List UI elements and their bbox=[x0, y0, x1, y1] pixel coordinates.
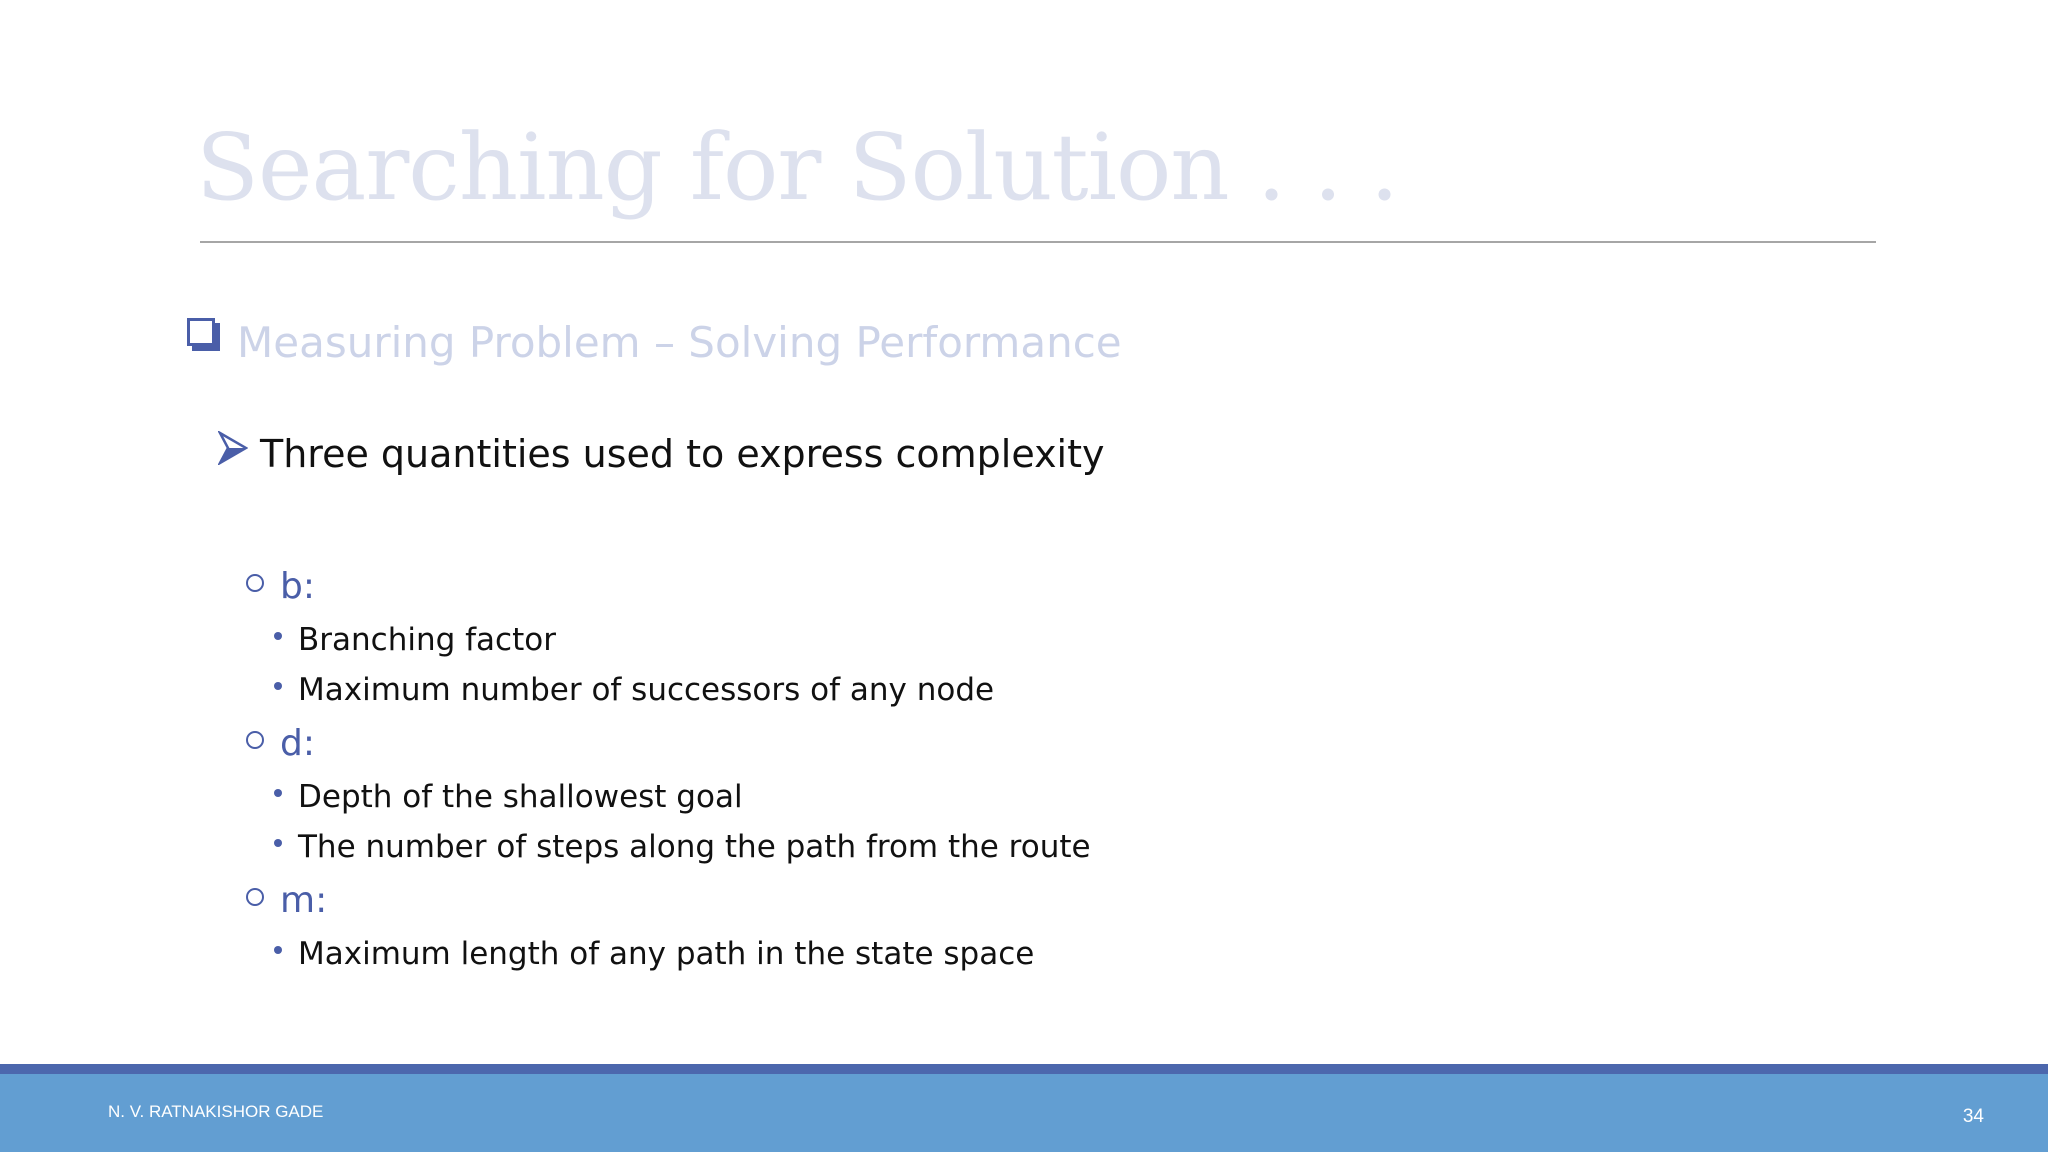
quantity-detail-text: Maximum number of successors of any node bbox=[298, 672, 995, 708]
dot-bullet-icon bbox=[274, 789, 282, 797]
quantity-item-b bbox=[246, 566, 315, 607]
quantity-label: m: bbox=[280, 880, 328, 921]
quantity-detail bbox=[274, 829, 1091, 865]
page-number: 34 bbox=[1962, 1106, 1984, 1127]
arrow-bullet-icon bbox=[218, 431, 248, 465]
footer-author: N. V. RATNAKISHOR GADE bbox=[108, 1102, 324, 1121]
dot-bullet-icon bbox=[274, 632, 282, 640]
quantity-detail-text: Maximum length of any path in the state space bbox=[298, 936, 1035, 972]
dot-bullet-icon bbox=[274, 839, 282, 847]
circle-bullet-icon bbox=[246, 888, 264, 906]
quantity-detail-text: The number of steps along the path from the route bbox=[298, 829, 1091, 865]
section-heading bbox=[187, 312, 1122, 372]
quantity-detail-text: Depth of the shallowest goal bbox=[298, 779, 743, 815]
circle-bullet-icon bbox=[246, 574, 264, 592]
quantity-item-d bbox=[246, 723, 315, 764]
quantity-detail-text: Branching factor bbox=[298, 622, 556, 658]
main-point bbox=[218, 432, 1105, 476]
quantity-detail bbox=[274, 672, 994, 708]
checkbox-icon bbox=[187, 318, 223, 354]
quantity-label: b: bbox=[280, 566, 315, 607]
dot-bullet-icon bbox=[274, 946, 282, 954]
section-heading-label: Measuring Problem – Solving Performance bbox=[237, 317, 1122, 367]
footer-bar bbox=[0, 1074, 2048, 1152]
title-divider bbox=[200, 241, 1876, 243]
circle-bullet-icon bbox=[246, 731, 264, 749]
footer-accent-strip bbox=[0, 1064, 2048, 1074]
slide-title: Searching for Solution . . . bbox=[196, 114, 1399, 221]
main-point-label: Three quantities used to express complexity bbox=[260, 432, 1105, 476]
quantity-label: d: bbox=[280, 723, 315, 764]
quantity-detail bbox=[274, 936, 1034, 972]
quantity-detail bbox=[274, 622, 556, 658]
quantity-detail bbox=[274, 779, 743, 815]
dot-bullet-icon bbox=[274, 682, 282, 690]
quantity-item-m bbox=[246, 880, 327, 921]
